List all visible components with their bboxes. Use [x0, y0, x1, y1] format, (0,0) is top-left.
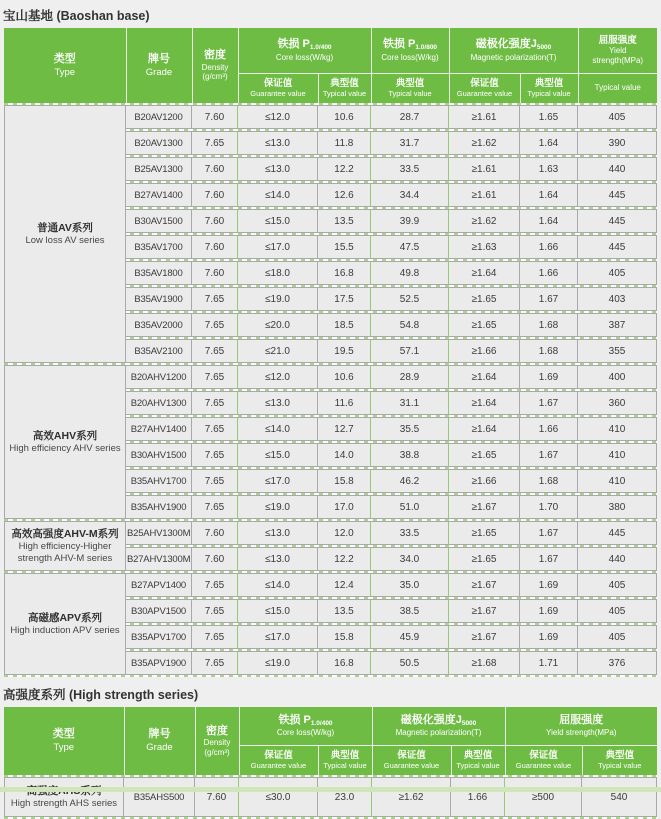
- type-label-en: High efficiency AHV series: [9, 442, 121, 454]
- grade-cell: B25AHV1300M: [126, 521, 192, 545]
- core-loss-400-typical-cell: 15.8: [318, 625, 371, 649]
- grade-cell: B35AV2000: [126, 313, 192, 337]
- density-cell: 7.65: [192, 391, 238, 415]
- type-cell: [4, 777, 124, 817]
- polarization-guarantee-cell: ≥1.62: [372, 777, 451, 817]
- density-cell: 7.65: [192, 573, 238, 597]
- type-label-cn: 高磁感APV系列: [27, 611, 103, 624]
- polarization-typical-cell: 1.66: [520, 261, 578, 285]
- yield-typical-cell: 405: [578, 625, 657, 649]
- polarization-guarantee-cell: ≥1.61: [449, 157, 520, 181]
- core-loss-400-typical-cell: 23.0: [318, 777, 372, 817]
- polarization-typical-cell: 1.64: [520, 209, 578, 233]
- core-loss-800-typical-cell: 38.8: [371, 443, 449, 467]
- yield-typical-cell: 445: [578, 209, 657, 233]
- density-cell: 7.60: [192, 105, 238, 129]
- core-loss-400-typical-cell: 13.5: [318, 209, 371, 233]
- grade-cell: B20AHV1300: [126, 391, 192, 415]
- polarization-guarantee-cell: ≥1.62: [449, 131, 520, 155]
- core-loss-400-guarantee-cell: ≤13.0: [238, 157, 318, 181]
- yield-typical-cell: 405: [578, 261, 657, 285]
- subheader-typical: 典型值 Typical value: [451, 745, 505, 775]
- polarization-typical-cell: 1.68: [520, 469, 578, 493]
- density-cell: 7.65: [192, 365, 238, 389]
- density-cell: 7.60: [192, 235, 238, 259]
- polarization-typical-cell: 1.67: [520, 287, 578, 311]
- subheader-typical: 典型值 Typical value: [582, 745, 657, 775]
- density-cell: 7.65: [192, 287, 238, 311]
- polarization-guarantee-cell: ≥1.67: [449, 599, 520, 623]
- core-loss-400-typical-cell: 15.5: [318, 235, 371, 259]
- high-strength-table: [0, 707, 661, 819]
- polarization-guarantee-cell: ≥1.64: [449, 365, 520, 389]
- header-core-loss-400: 铁损 $P_{1.0/400}$ Core loss(W/kg): [238, 28, 371, 73]
- core-loss-800-typical-cell: 33.5: [371, 157, 449, 181]
- polarization-typical-cell: 1.67: [520, 391, 578, 415]
- subheader-guarantee: 保证值 Guarantee value: [372, 745, 451, 775]
- baoshan-table: [0, 28, 661, 677]
- polarization-typical-cell: 1.64: [520, 183, 578, 207]
- grade-cell: B35AV1700: [126, 235, 192, 259]
- density-cell: 7.65: [192, 625, 238, 649]
- yield-typical-cell: 405: [578, 599, 657, 623]
- core-loss-400-typical-cell: 10.6: [318, 365, 371, 389]
- type-label-en: High induction APV series: [10, 624, 120, 636]
- yield-typical-cell: 360: [578, 391, 657, 415]
- polarization-typical-cell: 1.70: [520, 495, 578, 519]
- polarization-typical-cell: 1.67: [520, 547, 578, 571]
- grade-cell: B30AHV1500: [126, 443, 192, 467]
- header-yield-strength: 屈服强度 Yield strength(MPa): [505, 707, 657, 745]
- core-loss-400-guarantee-cell: ≤12.0: [238, 365, 318, 389]
- polarization-guarantee-cell: ≥1.64: [449, 417, 520, 441]
- header-density: 密度 Density (g/cm³): [195, 707, 239, 775]
- yield-typical-cell: 445: [578, 521, 657, 545]
- polarization-typical-cell: 1.71: [520, 651, 578, 675]
- core-loss-400-typical-cell: 11.6: [318, 391, 371, 415]
- grade-cell: B27AHV1300M: [126, 547, 192, 571]
- subheader-guarantee: 保证值 Guarantee value: [505, 745, 582, 775]
- yield-typical-cell: 405: [578, 105, 657, 129]
- yield-typical-cell: 410: [578, 443, 657, 467]
- grade-cell: B35AV1800: [126, 261, 192, 285]
- density-cell: 7.60: [192, 157, 238, 181]
- core-loss-400-guarantee-cell: ≤13.0: [238, 391, 318, 415]
- table-row: [4, 777, 657, 817]
- polarization-typical-cell: 1.64: [520, 131, 578, 155]
- core-loss-400-guarantee-cell: ≤19.0: [238, 287, 318, 311]
- core-loss-800-typical-cell: 38.5: [371, 599, 449, 623]
- core-loss-800-typical-cell: 35.0: [371, 573, 449, 597]
- core-loss-400-guarantee-cell: ≤15.0: [238, 599, 318, 623]
- grade-cell: B27APV1400: [126, 573, 192, 597]
- core-loss-400-guarantee-cell: ≤15.0: [238, 443, 318, 467]
- yield-typical-cell: 445: [578, 183, 657, 207]
- header-core-loss-800: 铁损 $P_{1.0/800}$ Core loss(W/kg): [371, 28, 449, 73]
- polarization-guarantee-cell: ≥1.62: [449, 209, 520, 233]
- baoshan-table-header: [4, 28, 657, 103]
- grade-cell: B27AV1400: [126, 183, 192, 207]
- grade-cell: B20AV1300: [126, 131, 192, 155]
- core-loss-800-typical-cell: 49.8: [371, 261, 449, 285]
- grade-cell: B35AHV1900: [126, 495, 192, 519]
- polarization-typical-cell: 1.65: [520, 105, 578, 129]
- core-loss-400-typical-cell: 12.6: [318, 183, 371, 207]
- table-row: [4, 573, 657, 597]
- table-row: [4, 521, 657, 545]
- yield-typical-cell: 390: [578, 131, 657, 155]
- polarization-typical-cell: 1.67: [520, 443, 578, 467]
- core-loss-400-guarantee-cell: ≤30.0: [239, 777, 318, 817]
- core-loss-800-typical-cell: 39.9: [371, 209, 449, 233]
- bottom-accent-bar: [0, 787, 661, 792]
- subheader-guarantee: 保证值 Guarantee value: [238, 73, 318, 103]
- polarization-guarantee-cell: ≥1.63: [449, 235, 520, 259]
- grade-cell: B25AV1300: [126, 157, 192, 181]
- yield-typical-cell: 387: [578, 313, 657, 337]
- density-cell: 7.60: [192, 547, 238, 571]
- core-loss-800-typical-cell: 45.9: [371, 625, 449, 649]
- density-cell: 7.65: [192, 443, 238, 467]
- core-loss-800-typical-cell: 34.0: [371, 547, 449, 571]
- yield-typical-cell: 410: [578, 417, 657, 441]
- density-cell: 7.65: [192, 131, 238, 155]
- yield-typical-cell: 355: [578, 339, 657, 363]
- yield-typical-cell: 400: [578, 365, 657, 389]
- density-cell: 7.60: [192, 521, 238, 545]
- subheader-typical: 典型值 Typical value: [520, 73, 578, 103]
- table-row: [4, 365, 657, 389]
- polarization-guarantee-cell: ≥1.65: [449, 443, 520, 467]
- core-loss-400-guarantee-cell: ≤21.0: [238, 339, 318, 363]
- core-loss-400-guarantee-cell: ≤14.0: [238, 183, 318, 207]
- core-loss-400-typical-cell: 16.8: [318, 261, 371, 285]
- core-loss-400-typical-cell: 10.6: [318, 105, 371, 129]
- core-loss-400-typical-cell: 14.0: [318, 443, 371, 467]
- grade-cell: B20AHV1200: [126, 365, 192, 389]
- polarization-guarantee-cell: ≥1.67: [449, 573, 520, 597]
- density-cell: 7.65: [192, 313, 238, 337]
- density-cell: 7.65: [192, 599, 238, 623]
- density-cell: 7.65: [192, 469, 238, 493]
- core-loss-400-typical-cell: 15.8: [318, 469, 371, 493]
- density-cell: 7.65: [192, 339, 238, 363]
- core-loss-800-typical-cell: 50.5: [371, 651, 449, 675]
- core-loss-400-typical-cell: 13.5: [318, 599, 371, 623]
- subheader-guarantee: 保证值 Guarantee value: [239, 745, 318, 775]
- subheader-typical: 典型值 Typical value: [318, 73, 371, 103]
- core-loss-400-guarantee-cell: ≤14.0: [238, 573, 318, 597]
- polarization-guarantee-cell: ≥1.61: [449, 183, 520, 207]
- core-loss-400-typical-cell: 12.2: [318, 157, 371, 181]
- type-cell: [4, 105, 126, 363]
- core-loss-400-guarantee-cell: ≤19.0: [238, 495, 318, 519]
- polarization-guarantee-cell: ≥1.67: [449, 625, 520, 649]
- polarization-guarantee-cell: ≥1.67: [449, 495, 520, 519]
- header-grade: 牌号 Grade: [126, 28, 192, 103]
- core-loss-800-typical-cell: 34.4: [371, 183, 449, 207]
- core-loss-400-typical-cell: 12.4: [318, 573, 371, 597]
- core-loss-400-typical-cell: 12.2: [318, 547, 371, 571]
- subheader-guarantee: 保证值 Guarantee value: [449, 73, 520, 103]
- type-cell: [4, 365, 126, 519]
- type-cell: [4, 573, 126, 675]
- polarization-typical-cell: 1.68: [520, 339, 578, 363]
- core-loss-400-guarantee-cell: ≤17.0: [238, 625, 318, 649]
- grade-cell: B35AV1900: [126, 287, 192, 311]
- yield-typical-cell: 540: [582, 777, 657, 817]
- type-label-en: High efficiency-Higher strength AHV-M series: [17, 541, 113, 564]
- core-loss-400-guarantee-cell: ≤18.0: [238, 261, 318, 285]
- header-magnetic-polarization: 磁极化强度$J_{5000}$ Magnetic polarization(T): [372, 707, 505, 745]
- type-label-cn: 普通AV系列: [37, 221, 93, 234]
- grade-cell: B35AV2100: [126, 339, 192, 363]
- baoshan-base-title: 宝山基地 (Baoshan base): [3, 9, 150, 23]
- core-loss-800-typical-cell: 52.5: [371, 287, 449, 311]
- density-cell: 7.65: [192, 417, 238, 441]
- type-label-cn: 高效AHV系列: [32, 429, 98, 442]
- polarization-guarantee-cell: ≥1.65: [449, 313, 520, 337]
- core-loss-400-guarantee-cell: ≤19.0: [238, 651, 318, 675]
- density-cell: 7.65: [192, 651, 238, 675]
- header-magnetic-polarization: 磁极化强度$J_{5000}$ Magnetic polarization(T): [449, 28, 578, 73]
- subheader-typical: Typical value: [578, 73, 657, 103]
- core-loss-800-typical-cell: 31.1: [371, 391, 449, 415]
- core-loss-400-guarantee-cell: ≤13.0: [238, 131, 318, 155]
- density-cell: 7.60: [195, 777, 239, 817]
- core-loss-800-typical-cell: 54.8: [371, 313, 449, 337]
- table-row: [4, 105, 657, 129]
- yield-guarantee-cell: ≥500: [505, 777, 582, 817]
- polarization-guarantee-cell: ≥1.66: [449, 469, 520, 493]
- polarization-typical-cell: 1.63: [520, 157, 578, 181]
- type-label-cn: 高效高强度AHV-M系列: [11, 528, 119, 541]
- polarization-guarantee-cell: ≥1.65: [449, 521, 520, 545]
- core-loss-400-typical-cell: 11.8: [318, 131, 371, 155]
- grade-cell: B35AHV1700: [126, 469, 192, 493]
- type-cell: [4, 521, 126, 571]
- core-loss-800-typical-cell: 31.7: [371, 131, 449, 155]
- polarization-typical-cell: 1.69: [520, 365, 578, 389]
- yield-typical-cell: 403: [578, 287, 657, 311]
- polarization-guarantee-cell: ≥1.68: [449, 651, 520, 675]
- yield-typical-cell: 410: [578, 469, 657, 493]
- polarization-guarantee-cell: ≥1.64: [449, 391, 520, 415]
- core-loss-800-typical-cell: 46.2: [371, 469, 449, 493]
- polarization-typical-cell: 1.69: [520, 625, 578, 649]
- core-loss-400-typical-cell: 19.5: [318, 339, 371, 363]
- polarization-guarantee-cell: ≥1.64: [449, 261, 520, 285]
- core-loss-400-typical-cell: 17.0: [318, 495, 371, 519]
- polarization-typical-cell: 1.66: [451, 777, 505, 817]
- polarization-guarantee-cell: ≥1.61: [449, 105, 520, 129]
- core-loss-400-guarantee-cell: ≤17.0: [238, 469, 318, 493]
- core-loss-400-guarantee-cell: ≤15.0: [238, 209, 318, 233]
- grade-cell: B35AHS500: [124, 777, 195, 817]
- core-loss-400-typical-cell: 12.0: [318, 521, 371, 545]
- header-grade: 牌号 Grade: [124, 707, 195, 775]
- polarization-guarantee-cell: ≥1.65: [449, 547, 520, 571]
- core-loss-400-guarantee-cell: ≤12.0: [238, 105, 318, 129]
- baoshan-table-body: [4, 103, 657, 677]
- grade-cell: B30AV1500: [126, 209, 192, 233]
- core-loss-800-typical-cell: 33.5: [371, 521, 449, 545]
- grade-cell: B30APV1500: [126, 599, 192, 623]
- header-type: 类型 Type: [4, 28, 126, 103]
- density-cell: 7.60: [192, 209, 238, 233]
- core-loss-800-typical-cell: 28.7: [371, 105, 449, 129]
- type-label-en: High strength AHS series: [10, 797, 118, 809]
- yield-typical-cell: 376: [578, 651, 657, 675]
- high-strength-table-header: [4, 707, 657, 775]
- core-loss-800-typical-cell: 47.5: [371, 235, 449, 259]
- subheader-typical: 典型值 Typical value: [318, 745, 372, 775]
- header-yield-strength: 屈服强度 Yield strength(MPa): [578, 28, 657, 73]
- header-core-loss-400: 铁损 $P_{1.0/400}$ Core loss(W/kg): [239, 707, 372, 745]
- core-loss-400-typical-cell: 12.7: [318, 417, 371, 441]
- core-loss-800-typical-cell: 57.1: [371, 339, 449, 363]
- grade-cell: B20AV1200: [126, 105, 192, 129]
- header-density: 密度 Density (g/cm³): [192, 28, 238, 103]
- polarization-typical-cell: 1.69: [520, 573, 578, 597]
- subheader-typical: 典型值 Typical value: [371, 73, 449, 103]
- grade-cell: B35APV1700: [126, 625, 192, 649]
- yield-typical-cell: 405: [578, 573, 657, 597]
- polarization-typical-cell: 1.66: [520, 235, 578, 259]
- core-loss-400-typical-cell: 18.5: [318, 313, 371, 337]
- core-loss-400-guarantee-cell: ≤17.0: [238, 235, 318, 259]
- density-cell: 7.60: [192, 261, 238, 285]
- grade-cell: B35APV1900: [126, 651, 192, 675]
- yield-typical-cell: 440: [578, 547, 657, 571]
- grade-cell: B27AHV1400: [126, 417, 192, 441]
- polarization-typical-cell: 1.67: [520, 521, 578, 545]
- yield-typical-cell: 380: [578, 495, 657, 519]
- yield-typical-cell: 440: [578, 157, 657, 181]
- yield-typical-cell: 445: [578, 235, 657, 259]
- core-loss-400-guarantee-cell: ≤14.0: [238, 417, 318, 441]
- high-strength-table-body: [4, 775, 657, 819]
- core-loss-800-typical-cell: 28.9: [371, 365, 449, 389]
- core-loss-400-guarantee-cell: ≤13.0: [238, 521, 318, 545]
- core-loss-400-typical-cell: 17.5: [318, 287, 371, 311]
- polarization-typical-cell: 1.69: [520, 599, 578, 623]
- polarization-guarantee-cell: ≥1.65: [449, 287, 520, 311]
- type-label-en: Low loss AV series: [25, 234, 105, 246]
- polarization-typical-cell: 1.66: [520, 417, 578, 441]
- high-strength-series-title: 高强度系列 (High strength series): [3, 688, 199, 702]
- core-loss-400-guarantee-cell: ≤13.0: [238, 547, 318, 571]
- density-cell: 7.60: [192, 183, 238, 207]
- core-loss-800-typical-cell: 51.0: [371, 495, 449, 519]
- polarization-guarantee-cell: ≥1.66: [449, 339, 520, 363]
- core-loss-800-typical-cell: 35.5: [371, 417, 449, 441]
- core-loss-400-typical-cell: 16.8: [318, 651, 371, 675]
- density-cell: 7.65: [192, 495, 238, 519]
- core-loss-400-guarantee-cell: ≤20.0: [238, 313, 318, 337]
- header-type: 类型 Type: [4, 707, 124, 775]
- polarization-typical-cell: 1.68: [520, 313, 578, 337]
